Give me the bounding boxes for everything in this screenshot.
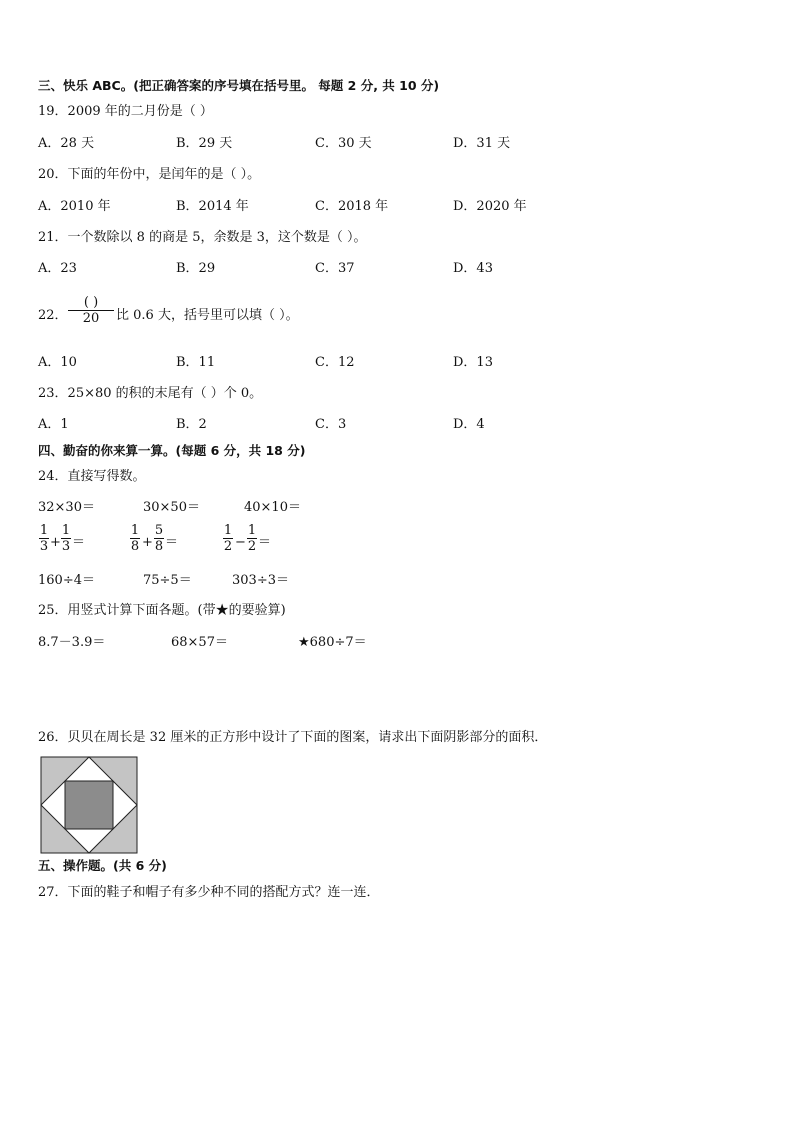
shaded-inner-square xyxy=(65,781,113,829)
question-20-option-a: A．2010 年 xyxy=(38,199,111,214)
question-26-stem: 26．贝贝在周长是 32 厘米的正方形中设计了下面的图案，请求出下面阴影部分的面积． xyxy=(38,730,548,745)
operator: + xyxy=(50,535,61,550)
question-22-fraction xyxy=(68,296,114,325)
question-23-option-d: D．4 xyxy=(453,417,485,432)
operator: − xyxy=(235,535,246,550)
fraction-2a xyxy=(130,524,140,553)
question-19-option-a: A．28 天 xyxy=(38,136,95,151)
question-19-option-c: C．30 天 xyxy=(315,136,372,151)
question-22-option-b: B．11 xyxy=(176,355,216,370)
equals: ＝ xyxy=(165,535,179,550)
question-21-option-c: C．37 xyxy=(315,261,355,276)
question-20-option-c: C．2018 年 xyxy=(315,199,389,214)
denominator: 8 xyxy=(154,539,164,554)
question-19-stem: 19．2009 年的二月份是（ ） xyxy=(38,104,213,119)
denominator: 3 xyxy=(61,539,71,554)
section-3-title: 三、快乐 ABC。(把正确答案的序号填在括号里。 每题 2 分, 共 10 分) xyxy=(38,78,440,93)
calc-item-7: 160÷4＝ xyxy=(38,573,95,588)
numerator: 1 xyxy=(223,523,233,538)
numerator: 5 xyxy=(154,523,164,538)
denominator: 3 xyxy=(39,539,49,554)
question-21-stem: 21．一个数除以 8 的商是 5，余数是 3，这个数是（ ）。 xyxy=(38,230,367,245)
calc-item-9: 303÷3＝ xyxy=(232,573,289,588)
question-25-stem: 25．用竖式计算下面各题。(带★的要验算) xyxy=(38,603,286,618)
question-27-stem: 27．下面的鞋子和帽子有多少种不同的搭配方式？连一连． xyxy=(38,885,380,900)
question-20-stem: 20．下面的年份中，是闰年的是（ ）。 xyxy=(38,167,261,182)
equals: ＝ xyxy=(258,535,272,550)
question-23-option-c: C．3 xyxy=(315,417,347,432)
numerator: 1 xyxy=(61,523,71,538)
question-19-option-b: B．29 天 xyxy=(176,136,233,151)
fraction-3a xyxy=(223,524,233,553)
question-21-option-a: A．23 xyxy=(38,261,77,276)
fraction-1a xyxy=(39,524,49,553)
question-24-stem: 24．直接写得数。 xyxy=(38,469,146,484)
numerator: 1 xyxy=(130,523,140,538)
vertical-calc-3: ★680÷7＝ xyxy=(298,635,367,650)
section-4-title: 四、勤奋的你来算一算。(每题 6 分，共 18 分) xyxy=(38,443,306,458)
denominator: 2 xyxy=(223,539,233,554)
question-19-option-d: D．31 天 xyxy=(453,136,511,151)
section-5-title: 五、操作题。(共 6 分) xyxy=(38,858,167,873)
question-22-option-d: D．13 xyxy=(453,355,493,370)
square-pattern-figure xyxy=(40,756,138,854)
question-23-option-a: A．1 xyxy=(38,417,69,432)
equals: ＝ xyxy=(72,535,86,550)
question-20-option-b: B．2014 年 xyxy=(176,199,249,214)
calc-item-8: 75÷5＝ xyxy=(143,573,192,588)
vertical-calc-2: 68×57＝ xyxy=(171,635,228,650)
vertical-calc-1: 8.7－3.9＝ xyxy=(38,635,106,650)
question-23-stem: 23．25×80 的积的末尾有（ ）个 0。 xyxy=(38,386,263,401)
question-22-stem: 比 0.6 大，括号里可以填（ ）。 xyxy=(116,308,299,323)
fraction-3b xyxy=(247,524,257,553)
numerator: 1 xyxy=(39,523,49,538)
question-23-option-b: B．2 xyxy=(176,417,207,432)
fraction-1b xyxy=(61,524,71,553)
question-20-option-d: D．2020 年 xyxy=(453,199,527,214)
question-22-number: 22． xyxy=(38,308,68,323)
question-21-option-b: B．29 xyxy=(176,261,216,276)
question-22-option-c: C．12 xyxy=(315,355,355,370)
question-21-option-d: D．43 xyxy=(453,261,493,276)
fraction-2b xyxy=(154,524,164,553)
numerator: 1 xyxy=(247,523,257,538)
fraction-numerator: ( ) xyxy=(83,295,99,310)
calc-item-2: 30×50＝ xyxy=(143,500,200,515)
denominator: 2 xyxy=(247,539,257,554)
calc-item-1: 32×30＝ xyxy=(38,500,95,515)
denominator: 8 xyxy=(130,539,140,554)
question-22-option-a: A．10 xyxy=(38,355,77,370)
operator: + xyxy=(142,535,153,550)
fraction-denominator: 20 xyxy=(82,311,100,326)
calc-item-3: 40×10＝ xyxy=(244,500,301,515)
